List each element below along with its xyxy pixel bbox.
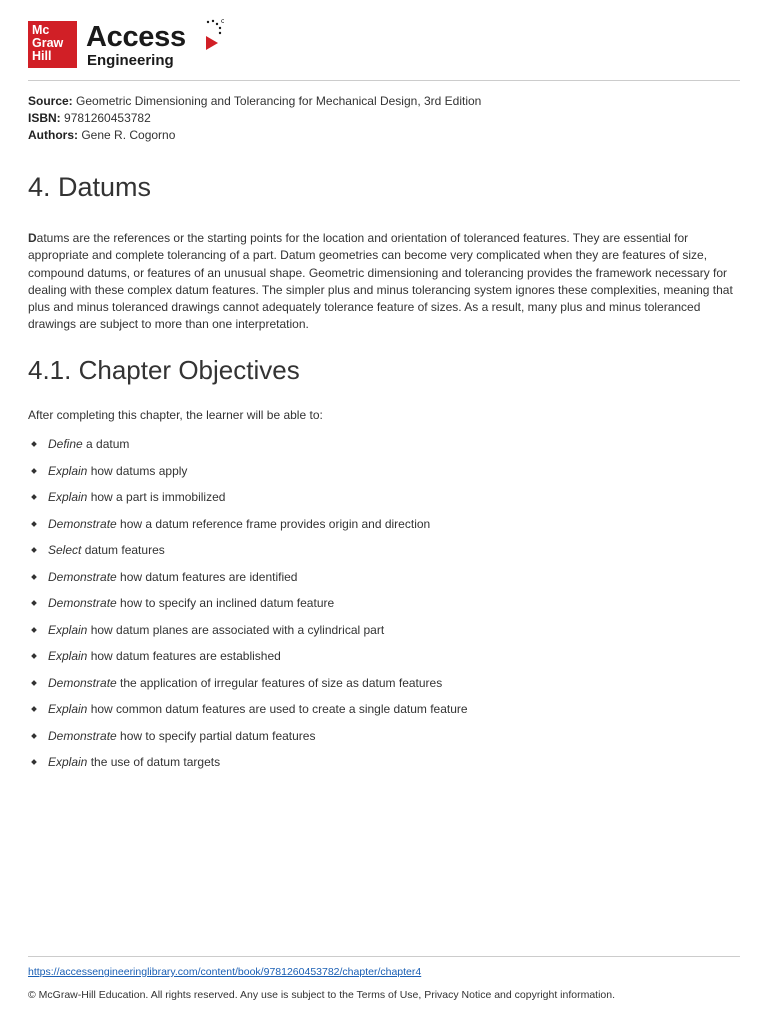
diamond-bullet-icon bbox=[31, 733, 37, 739]
diamond-bullet-icon bbox=[31, 441, 37, 447]
logo-line-2: Graw bbox=[32, 36, 64, 50]
diamond-bullet-icon bbox=[31, 494, 37, 500]
chapter-title: 4. Datums bbox=[28, 172, 152, 202]
paragraph-text: atums are the references or the starting points for the location and orientation of toleranced features. They are essential for appropriate and complete tolerancing of a part. Datum geometries can become very complicated when they are features of size, compound datums, or features of an unusual shape. Geometric dimensioning and tolerancing provides the framework necessary for dealing with these complex datum features. The simpler plus and minus tolerancing system ignores these complexities, meaning that plus and minus toleranced drawings cannot adequately tolerance feature of sizes. As a result, many plus and minus toleranced drawings are subject to more than one interpretation. bbox=[28, 231, 733, 332]
footer-divider bbox=[28, 956, 740, 957]
access-wordmark: Access bbox=[86, 21, 186, 53]
list-item: Explain the use of datum targets bbox=[28, 754, 740, 781]
list-item: Demonstrate how datum features are identified bbox=[28, 569, 740, 596]
copyright-notice: © McGraw-Hill Education. All rights reserved. Any use is subject to the Terms of Use, Privacy Notice and copyright information. bbox=[28, 989, 616, 1001]
list-item: Demonstrate how a datum reference frame provides origin and direction bbox=[28, 516, 740, 543]
diamond-bullet-icon bbox=[31, 706, 37, 712]
list-item: Demonstrate how to specify partial datum features bbox=[28, 728, 740, 755]
diamond-bullet-icon bbox=[31, 574, 37, 580]
diamond-bullet-icon bbox=[31, 627, 37, 633]
list-item: Explain how common datum features are used to create a single datum feature bbox=[28, 701, 740, 728]
authors-label: Authors: bbox=[28, 128, 78, 142]
source-value: Geometric Dimensioning and Tolerancing for Mechanical Design, 3rd Edition bbox=[76, 94, 482, 108]
book-metadata bbox=[28, 93, 481, 144]
objectives-list bbox=[28, 436, 740, 781]
logo-line-1: Mc bbox=[32, 23, 50, 37]
logo-line-3: Hill bbox=[32, 49, 52, 63]
list-item: Demonstrate the application of irregular features of size as datum features bbox=[28, 675, 740, 702]
play-arrow-icon bbox=[202, 18, 224, 54]
engineering-wordmark: Engineering bbox=[87, 52, 174, 69]
section-title: 4.1. Chapter Objectives bbox=[28, 355, 300, 385]
diamond-bullet-icon bbox=[31, 653, 37, 659]
authors-line bbox=[28, 127, 481, 144]
diamond-bullet-icon bbox=[31, 521, 37, 527]
list-item: Explain how datum features are established bbox=[28, 648, 740, 675]
objectives-intro: After completing this chapter, the learner will be able to: bbox=[28, 408, 323, 422]
authors-value: Gene R. Cogorno bbox=[81, 128, 176, 142]
isbn-line bbox=[28, 110, 481, 127]
header-divider bbox=[28, 80, 740, 81]
diamond-bullet-icon bbox=[31, 759, 37, 765]
source-line bbox=[28, 93, 481, 110]
mcgraw-hill-logo[interactable] bbox=[28, 21, 77, 68]
isbn-value: 9781260453782 bbox=[64, 111, 151, 125]
source-label: Source: bbox=[28, 94, 73, 108]
list-item: Define a datum bbox=[28, 436, 740, 463]
chapter-url-link[interactable]: https://accessengineeringlibrary.com/content/book/9781260453782/chapter/chapter4 bbox=[28, 966, 422, 978]
list-item: Explain how datums apply bbox=[28, 463, 740, 490]
list-item: Explain how datum planes are associated with a cylindrical part bbox=[28, 622, 740, 649]
list-item: Explain how a part is immobilized bbox=[28, 489, 740, 516]
dropcap-letter: D bbox=[28, 231, 37, 245]
list-item: Demonstrate how to specify an inclined datum feature bbox=[28, 595, 740, 622]
diamond-bullet-icon bbox=[31, 468, 37, 474]
site-header bbox=[28, 18, 740, 74]
diamond-bullet-icon bbox=[31, 547, 37, 553]
diamond-bullet-icon bbox=[31, 680, 37, 686]
isbn-label: ISBN: bbox=[28, 111, 61, 125]
list-item: Select datum features bbox=[28, 542, 740, 569]
diamond-bullet-icon bbox=[31, 600, 37, 606]
chapter-intro-paragraph bbox=[28, 230, 740, 334]
